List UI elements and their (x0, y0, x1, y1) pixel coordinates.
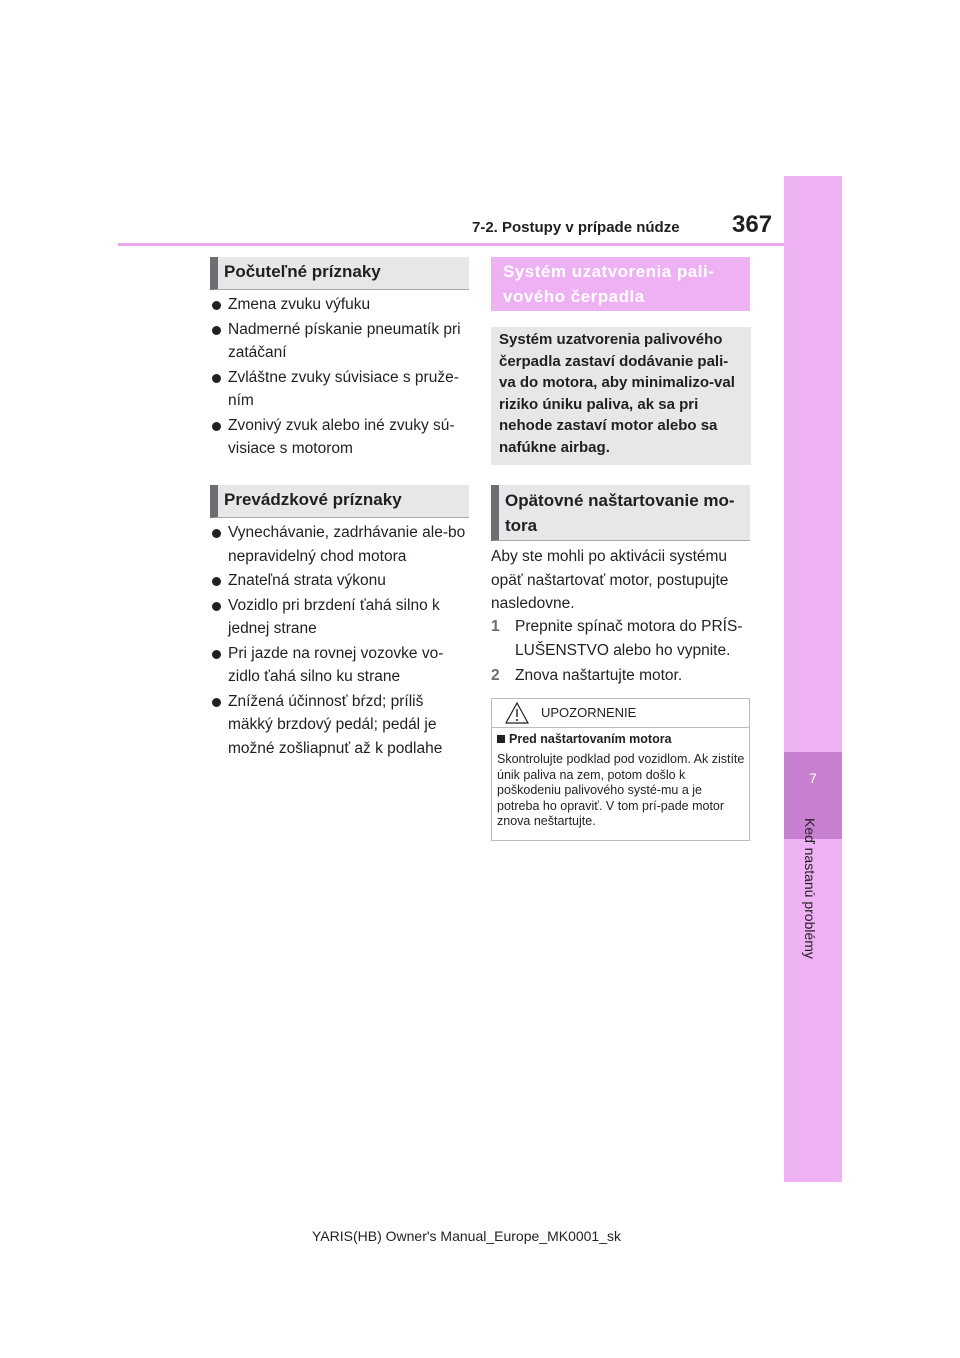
list-item: Znížená účinnosť bŕzd; príliš mäkký brzdový pedál; pedál je možné zošliapnuť až k podlahe (210, 690, 472, 761)
bullet-icon (212, 577, 221, 586)
heading-fuel-pump-shutoff: Systém uzatvorenia pali-vového čerpadla (491, 257, 750, 311)
heading-acoustic-symptoms: Počuteľné príznaky (210, 257, 469, 290)
list-item: Zvláštne zvuky súvisiace s pruže-ním (210, 366, 472, 413)
restart-step-2 (491, 664, 753, 688)
list-item: Vozidlo pri brzdení ťahá silno k jednej strane (210, 594, 472, 641)
fuel-pump-shutoff-description: Systém uzatvorenia palivového čerpadla zastaví dodávanie pali-va do motora, aby minimalizo-val riziko úniku paliva, ak sa pri nehode zastaví motor alebo sa nafúkne airbag. (491, 327, 751, 465)
page-number: 367 (732, 211, 773, 238)
list-item: Zmena zvuku výfuku (210, 293, 472, 317)
acoustic-symptoms-list (210, 293, 472, 462)
restart-step-1 (491, 615, 753, 662)
heading-operating-symptoms: Prevádzkové príznaky (210, 485, 469, 518)
step-text: Znova naštartujte motor. (515, 667, 683, 684)
bullet-icon (212, 602, 221, 611)
caution-text: Skontrolujte podklad pod vozidlom. Ak zistíte únik paliva na zem, potom došlo k poškodeniu palivového systé-mu a je potreba ho opraviť. V tom prí-pade motor znova neštartujte. (497, 752, 745, 828)
heading-engine-restart: Opätovné naštartovanie mo-tora (491, 485, 750, 541)
step-number: 1 (491, 618, 500, 635)
footer-manual-id: YARIS(HB) Owner's Manual_Europe_MK0001_sk (312, 1228, 621, 1244)
bullet-icon (212, 374, 221, 383)
chapter-number: 7 (809, 770, 817, 786)
caution-title: UPOZORNENIE (541, 705, 637, 720)
step-number: 2 (491, 667, 500, 684)
header-rule (118, 243, 784, 246)
bullet-icon (212, 650, 221, 659)
list-item: Vynechávanie, zadrhávanie ale-bo nepravidelný chod motora (210, 521, 472, 568)
operating-symptoms-list (210, 521, 472, 761)
chapter-side-tab (784, 176, 842, 1182)
caution-subheading: Pred naštartovaním motora (497, 732, 672, 746)
bullet-icon (212, 326, 221, 335)
list-item: Znateľná strata výkonu (210, 569, 472, 593)
bullet-icon (212, 301, 221, 310)
square-bullet-icon (497, 735, 505, 743)
step-text: Prepnite spínač motora do PRÍS-LUŠENSTVO alebo ho vypnite. (515, 618, 743, 659)
section-title: 7-2. Postupy v prípade núdze (472, 219, 680, 236)
chapter-label: Keď nastanú problémy (802, 818, 818, 959)
list-item: Nadmerné pískanie pneumatík pri zatáčaní (210, 318, 472, 365)
list-item: Pri jazde na rovnej vozovke vo-zidlo ťahá silno ku strane (210, 642, 472, 689)
bullet-icon (212, 529, 221, 538)
warning-triangle-icon (505, 702, 529, 724)
bullet-icon (212, 422, 221, 431)
bullet-icon (212, 698, 221, 707)
restart-intro: Aby ste mohli po aktivácii systému opäť naštartovať motor, postupujte nasledovne. (491, 548, 729, 612)
list-item: Zvonivý zvuk alebo iné zvuky sú-visiace s motorom (210, 414, 472, 461)
